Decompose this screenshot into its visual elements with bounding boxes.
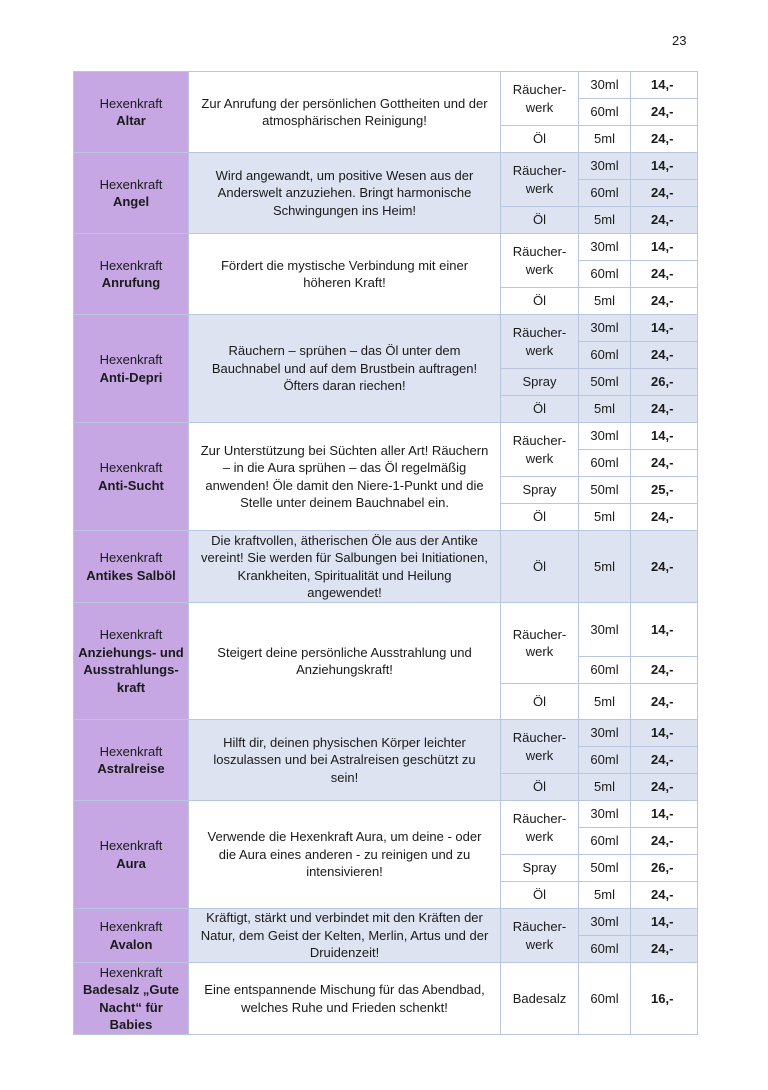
table-row — [74, 72, 698, 99]
variant-size: 5ml — [579, 684, 631, 720]
product-prefix: Hexenkraft — [99, 550, 163, 565]
product-name: Badesalz „Gute Nacht“ für Babies — [82, 982, 180, 1032]
variant-size: 60ml — [579, 936, 631, 963]
variant-price: 26,- — [631, 855, 698, 882]
variant-size: 30ml — [579, 153, 631, 180]
variant-size: 60ml — [579, 657, 631, 684]
variant-size: 50ml — [579, 477, 631, 504]
variant-price: 24,- — [631, 450, 698, 477]
variant-size: 60ml — [579, 180, 631, 207]
variant-price: 14,- — [631, 234, 698, 261]
variant-size: 50ml — [579, 369, 631, 396]
product-name: Avalon — [109, 936, 153, 952]
product-table — [73, 71, 698, 1035]
product-name: Angel — [112, 194, 150, 209]
variant-size: 30ml — [579, 72, 631, 99]
product-description: Die kraftvollen, ätherischen Öle aus der Antike vereint! Sie werden für Salbungen bei Initiationen, Krankheiten, Spiritualität und Heilung angewendet! — [189, 531, 501, 603]
table-row — [74, 234, 698, 261]
table-row — [74, 153, 698, 180]
variant-type: Räucher-werk — [501, 72, 579, 126]
product-name: Aura — [116, 855, 146, 871]
variant-type: Räucher-werk — [501, 909, 579, 963]
product-name-cell — [74, 531, 189, 603]
product-name-cell — [74, 315, 189, 423]
product-description: Eine entspannende Mischung für das Abendbad, welches Ruhe und Frieden schenkt! — [189, 963, 501, 1035]
product-name-cell — [74, 234, 189, 315]
product-description: Zur Anrufung der persönlichen Gottheiten und der atmosphärischen Reinigung! — [189, 72, 501, 153]
product-description: Wird angewandt, um positive Wesen aus der Anderswelt anzuziehen. Bringt harmonische Schwingungen ins Heim! — [189, 153, 501, 234]
product-name: Anti-Sucht — [98, 477, 164, 493]
table-row — [74, 315, 698, 342]
variant-size: 5ml — [579, 504, 631, 531]
product-prefix: Hexenkraft — [99, 95, 163, 111]
variant-size: 5ml — [579, 531, 631, 603]
variant-type: Badesalz — [501, 963, 579, 1035]
product-description: Hilft dir, deinen physischen Körper leichter loszulassen und bei Astralreisen geschützt zu sein! — [189, 720, 501, 801]
variant-price: 14,- — [631, 720, 698, 747]
product-prefix: Hexenkraft — [99, 460, 163, 475]
variant-type: Öl — [501, 531, 579, 603]
product-description: Fördert die mystische Verbindung mit einer höheren Kraft! — [189, 234, 501, 315]
product-name: Altar — [116, 113, 146, 128]
variant-size: 5ml — [579, 396, 631, 423]
variant-type: Räucher-werk — [501, 603, 579, 684]
variant-price: 24,- — [631, 288, 698, 315]
product-name-cell — [74, 909, 189, 963]
product-name-cell — [74, 801, 189, 909]
variant-type: Öl — [501, 126, 579, 153]
product-prefix: Hexenkraft — [99, 176, 163, 192]
product-prefix: Hexenkraft — [99, 627, 163, 642]
variant-price: 24,- — [631, 261, 698, 288]
variant-size: 5ml — [579, 126, 631, 153]
table-row — [74, 423, 698, 450]
product-name-cell — [74, 603, 189, 720]
product-prefix: Hexenkraft — [99, 919, 163, 934]
variant-price: 14,- — [631, 153, 698, 180]
variant-type: Räucher-werk — [501, 801, 579, 855]
variant-price: 24,- — [631, 207, 698, 234]
product-description: Räuchern – sprühen – das Öl unter dem Bauchnabel und auf dem Brustbein auftragen! Öfters daran riechen! — [189, 315, 501, 423]
product-name-cell — [74, 963, 189, 1035]
product-description: Verwende die Hexenkraft Aura, um deine - oder die Aura eines anderen - zu reinigen und zu intensivieren! — [189, 801, 501, 909]
table-row — [74, 909, 698, 936]
variant-price: 14,- — [631, 801, 698, 828]
variant-price: 14,- — [631, 315, 698, 342]
product-name: Antikes Salböl — [86, 567, 176, 583]
variant-size: 30ml — [579, 801, 631, 828]
variant-price: 24,- — [631, 396, 698, 423]
variant-price: 16,- — [631, 963, 698, 1035]
product-name-cell — [74, 720, 189, 801]
product-prefix: Hexenkraft — [99, 838, 163, 853]
variant-size: 60ml — [579, 99, 631, 126]
table-row — [74, 720, 698, 747]
variant-price: 14,- — [631, 603, 698, 657]
product-name: Anti-Depri — [99, 369, 163, 385]
variant-size: 5ml — [579, 288, 631, 315]
variant-type: Räucher-werk — [501, 720, 579, 774]
variant-type: Öl — [501, 504, 579, 531]
product-prefix: Hexenkraft — [99, 257, 163, 273]
variant-price: 24,- — [631, 657, 698, 684]
variant-type: Spray — [501, 369, 579, 396]
variant-type: Öl — [501, 684, 579, 720]
variant-price: 24,- — [631, 936, 698, 963]
table-row — [74, 963, 698, 1035]
product-name: Anrufung — [101, 275, 161, 290]
product-prefix: Hexenkraft — [99, 352, 163, 367]
table-row — [74, 603, 698, 657]
variant-type: Öl — [501, 882, 579, 909]
variant-size: 30ml — [579, 603, 631, 657]
variant-price: 24,- — [631, 747, 698, 774]
variant-type: Spray — [501, 855, 579, 882]
variant-price: 24,- — [631, 342, 698, 369]
product-name: Anziehungs- und Ausstrahlungs- kraft — [78, 644, 184, 695]
variant-type: Öl — [501, 207, 579, 234]
variant-type: Räucher-werk — [501, 153, 579, 207]
variant-size: 60ml — [579, 963, 631, 1035]
variant-size: 50ml — [579, 855, 631, 882]
variant-price: 24,- — [631, 180, 698, 207]
variant-price: 24,- — [631, 828, 698, 855]
variant-price: 24,- — [631, 684, 698, 720]
variant-price: 24,- — [631, 504, 698, 531]
variant-price: 25,- — [631, 477, 698, 504]
variant-size: 60ml — [579, 450, 631, 477]
variant-size: 60ml — [579, 828, 631, 855]
variant-price: 14,- — [631, 423, 698, 450]
variant-price: 26,- — [631, 369, 698, 396]
variant-size: 30ml — [579, 720, 631, 747]
product-name-cell — [74, 72, 189, 153]
variant-type: Öl — [501, 288, 579, 315]
variant-size: 5ml — [579, 882, 631, 909]
variant-size: 30ml — [579, 423, 631, 450]
variant-type: Räucher-werk — [501, 234, 579, 288]
product-name-cell — [74, 153, 189, 234]
variant-type: Spray — [501, 477, 579, 504]
product-prefix: Hexenkraft — [99, 743, 163, 759]
variant-size: 60ml — [579, 261, 631, 288]
variant-price: 24,- — [631, 531, 698, 603]
variant-size: 60ml — [579, 747, 631, 774]
variant-size: 60ml — [579, 342, 631, 369]
product-name: Astralreise — [97, 761, 165, 776]
variant-price: 24,- — [631, 774, 698, 801]
variant-type: Räucher-werk — [501, 423, 579, 477]
variant-size: 5ml — [579, 207, 631, 234]
table-row — [74, 531, 698, 603]
product-table-body — [74, 72, 698, 1035]
product-name-cell — [74, 423, 189, 531]
variant-size: 30ml — [579, 234, 631, 261]
variant-price: 14,- — [631, 909, 698, 936]
variant-price: 14,- — [631, 72, 698, 99]
page-number: 23 — [672, 33, 687, 48]
variant-type: Öl — [501, 396, 579, 423]
variant-price: 24,- — [631, 99, 698, 126]
variant-type: Räucher-werk — [501, 315, 579, 369]
product-prefix: Hexenkraft — [99, 964, 163, 980]
product-description: Kräftigt, stärkt und verbindet mit den Kräften der Natur, dem Geist der Kelten, Merlin, Artus und der Druidenzeit! — [189, 909, 501, 963]
variant-type: Öl — [501, 774, 579, 801]
variant-price: 24,- — [631, 882, 698, 909]
table-row — [74, 801, 698, 828]
product-description: Steigert deine persönliche Ausstrahlung und Anziehungskraft! — [189, 603, 501, 720]
variant-size: 30ml — [579, 909, 631, 936]
variant-price: 24,- — [631, 126, 698, 153]
variant-size: 30ml — [579, 315, 631, 342]
variant-size: 5ml — [579, 774, 631, 801]
product-description: Zur Unterstützung bei Süchten aller Art! Räuchern – in die Aura sprühen – das Öl regelmäßig anwenden! Öle damit den Niere-1-Punkt und die Stelle unter deinem Bauchnabel ein. — [189, 423, 501, 531]
